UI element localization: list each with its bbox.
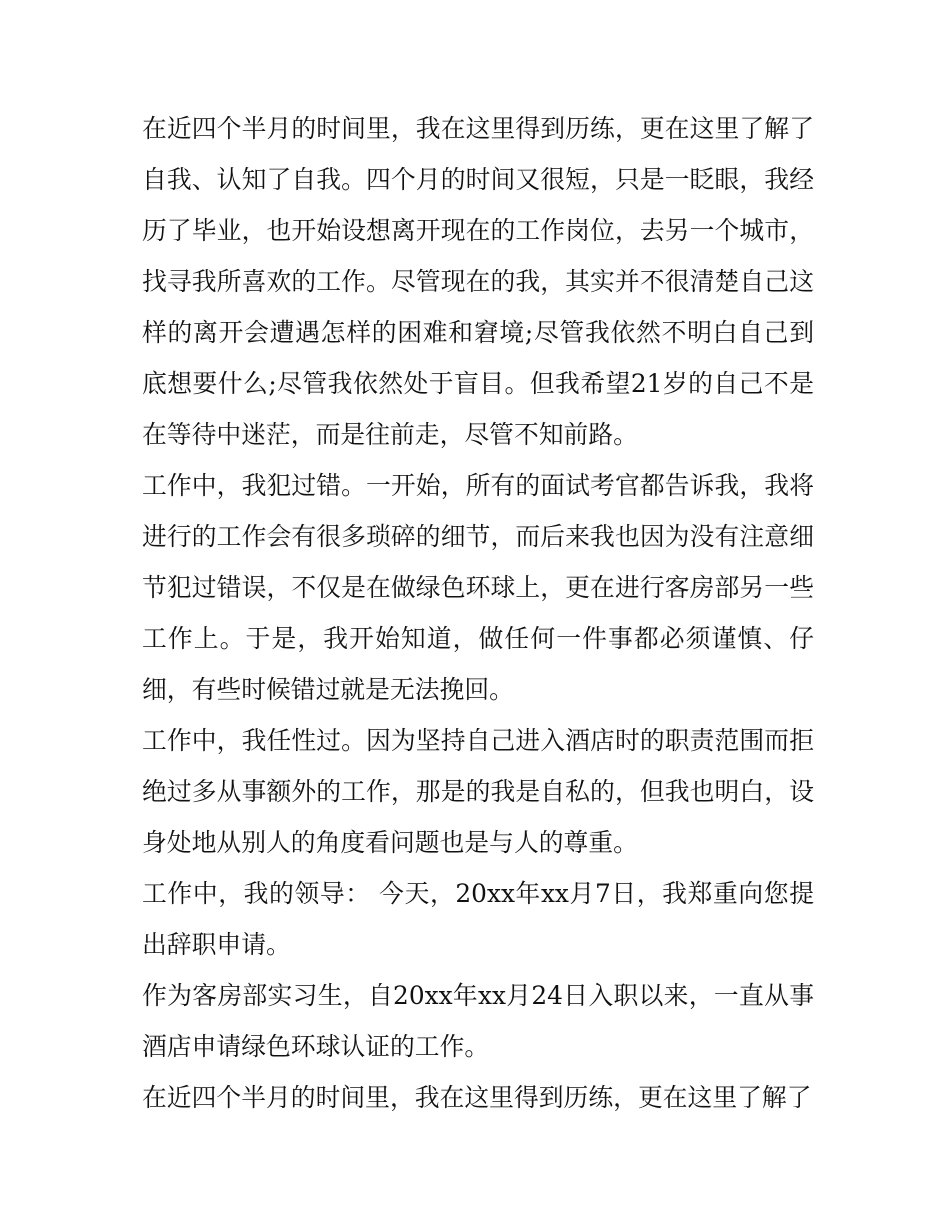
document-body [142, 103, 814, 1123]
paragraph-mistakes: 工作中，我犯过错。一开始，所有的面试考官都告诉我，我将进行的工作会有很多琐碎的细节，而后来我也因为没有注意细节犯过错误，不仅是在做绿色环球上，更在进行客房部另一些工作上。于是，我开始知道，做任何一件事都必须谨慎、仔细，有些时候错过就是无法挽回。 [142, 471, 814, 704]
paragraph-intern-role: 作为客房部实习生，自20xx年xx月24日入职以来，一直从事酒店申请绿色环球认证的工作。 [142, 981, 814, 1061]
paragraph-reflection-repeat: 在近四个半月的时间里，我在这里得到历练，更在这里了解了 [142, 1083, 812, 1112]
paragraph-reflection-intro: 在近四个半月的时间里，我在这里得到历练，更在这里了解了自我、认知了自我。四个月的时间又很短，只是一眨眼，我经历了毕业，也开始设想离开现在的工作岗位，去另一个城市，找寻我所喜欢的工作。尽管现在的我，其实并不很清楚自己这样的离开会遭遇怎样的困难和窘境;尽管我依然不明白自己到底想要什么;尽管我依然处于盲目。但我希望21岁的自己不是在等待中迷茫，而是往前走，尽管不知前路。 [142, 114, 814, 449]
paragraph-willful: 工作中，我任性过。因为坚持自己进入酒店时的职责范围而拒绝过多从事额外的工作，那是的我是自私的，但我也明白，设身处地从别人的角度看问题也是与人的尊重。 [142, 726, 814, 857]
paragraph-resignation-request: 工作中，我的领导： 今天，20xx年xx月7日，我郑重向您提出辞职申请。 [142, 879, 814, 959]
